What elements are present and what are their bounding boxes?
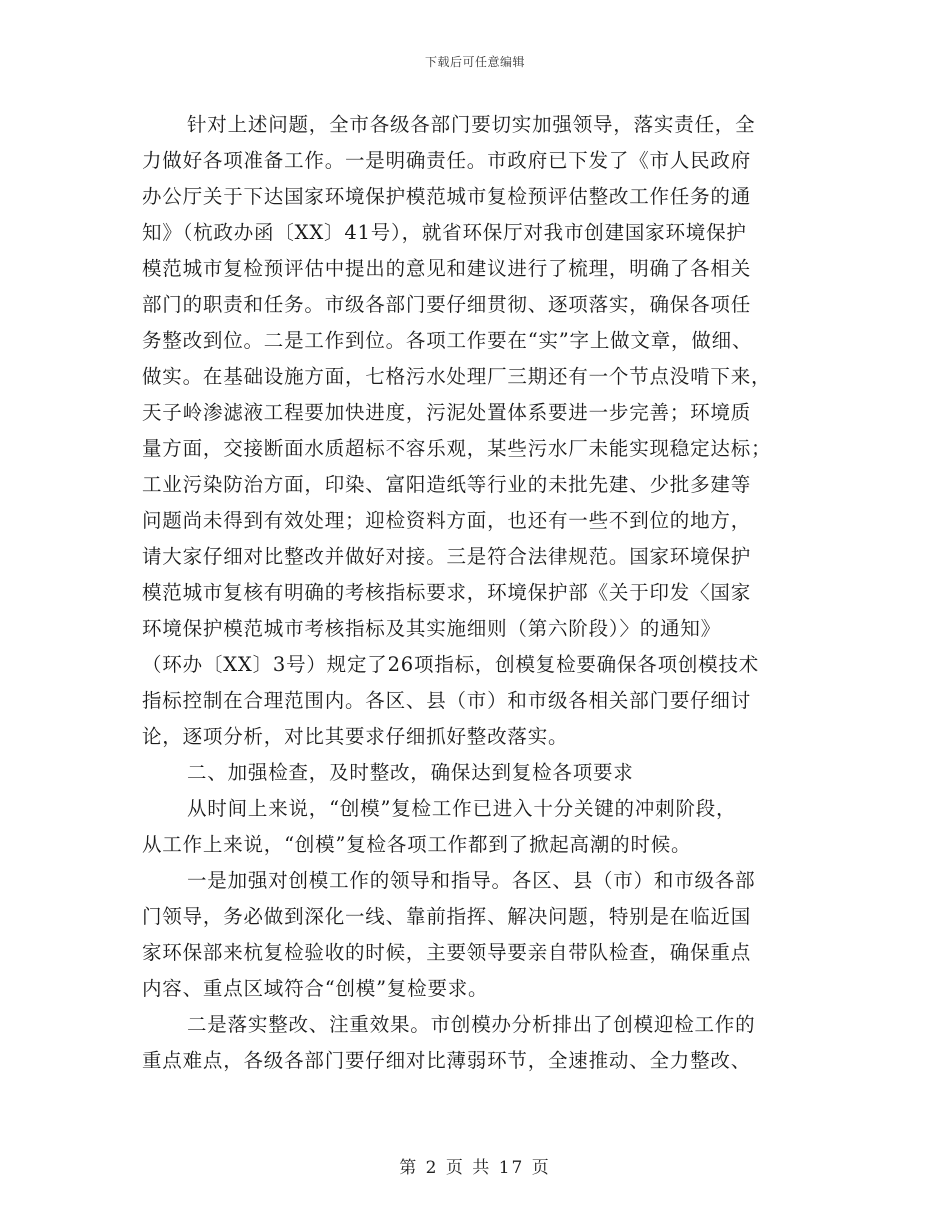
paragraph-line: 门领导，务必做到深化一线、靠前指挥、解决问题，特别是在临近国: [142, 905, 752, 928]
paragraph-line: 模范城市复检预评估中提出的意见和建议进行了梳理，明确了各相关: [142, 257, 752, 280]
paragraph-line: 从时间上来说，“创模”复检工作已进入十分关键的冲刺阶段，: [187, 797, 737, 820]
paragraph-line: 指标控制在合理范围内。各区、县（市）和市级各相关部门要仔细讨: [142, 689, 752, 712]
paragraph-line: 环境保护模范城市考核指标及其实施细则（第六阶段）〉的通知》: [142, 617, 721, 640]
paragraph-line: 请大家仔细对比整改并做好对接。三是符合法律规范。国家环境保护: [142, 545, 752, 568]
body-text: [142, 107, 802, 1079]
paragraph-line: 内容、重点区域符合“创模”复检要求。: [142, 977, 489, 1000]
paragraph-line: 从工作上来说，“创模”复检各项工作都到了掀起高潮的时候。: [142, 833, 692, 856]
page-number-footer: 第 2 页 共 17 页: [399, 1158, 551, 1178]
paragraph-line: 论，逐项分析，对比其要求仔细抓好整改落实。: [142, 725, 569, 748]
paragraph-line: 知》（杭政办函〔XX〕41号），就省环保厅对我市创建国家环境保护: [142, 221, 747, 244]
paragraph-line: 模范城市复核有明确的考核指标要求，环境保护部《关于印发〈国家: [142, 581, 752, 604]
paragraph-line: 工业污染防治方面，印染、富阳造纸等行业的未批先建、少批多建等: [142, 473, 752, 496]
section-heading: 二、加强检查，及时整改，确保达到复检各项要求: [187, 761, 634, 784]
paragraph-line: 家环保部来杭复检验收的时候，主要领导要亲自带队检查，确保重点: [142, 941, 752, 964]
paragraph-line: 量方面，交接断面水质超标不容乐观，某些污水厂未能实现稳定达标；: [142, 437, 772, 460]
paragraph-line: 部门的职责和任务。市级各部门要仔细贯彻、逐项落实，确保各项任: [142, 293, 752, 316]
paragraph-line: 针对上述问题，全市各级各部门要切实加强领导，落实责任，全: [187, 113, 756, 136]
paragraph-line: 一是加强对创模工作的领导和指导。各区、县（市）和市级各部: [187, 869, 756, 892]
paragraph-line: 务整改到位。二是工作到位。各项工作要在“实”字上做文章，做细、: [142, 329, 753, 352]
paragraph-line: （环办〔XX〕3号）规定了26项指标，创模复检要确保各项创模技术: [142, 653, 760, 676]
paragraph-line: 做实。在基础设施方面，七格污水处理厂三期还有一个节点没啃下来，: [142, 365, 772, 388]
paragraph-line: 力做好各项准备工作。一是明确责任。市政府已下发了《市人民政府: [142, 149, 752, 172]
paragraph-line: 重点难点，各级各部门要仔细对比薄弱环节，全速推动、全力整改、: [142, 1049, 752, 1072]
paragraph-line: 天子岭渗滤液工程要加快进度，污泥处置体系要进一步完善；环境质: [142, 401, 752, 424]
paragraph-line: 二是落实整改、注重效果。市创模办分析排出了创模迎检工作的: [187, 1013, 756, 1036]
paragraph-line: 办公厅关于下达国家环境保护模范城市复检预评估整改工作任务的通: [142, 185, 752, 208]
paragraph-line: 问题尚未得到有效处理；迎检资料方面，也还有一些不到位的地方，: [142, 509, 752, 532]
header-note: 下载后可任意编辑: [424, 55, 525, 69]
